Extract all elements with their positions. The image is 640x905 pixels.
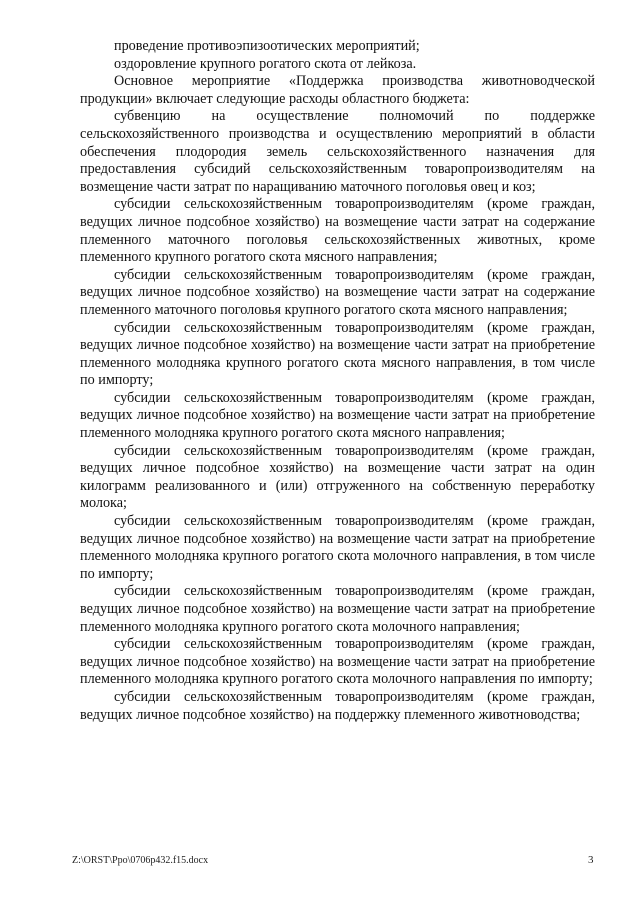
footer-file-path: Z:\ORST\Ppo\0706p432.f15.docx xyxy=(72,855,209,866)
paragraph: субсидии сельскохозяйственным товаропроизводителям (кроме граждан, ведущих личное подсобное хозяйство) на возмещение части затрат на содержание племенного маточного поголовья крупного рогатого скота мясного направления; xyxy=(80,266,595,318)
paragraph: субсидии сельскохозяйственным товаропроизводителям (кроме граждан, ведущих личное подсобное хозяйство) на возмещение части затрат на приобретение племенного молодняка крупного рогатого скота молочного направления; xyxy=(80,583,595,635)
paragraph: оздоровление крупного рогатого скота от лейкоза. xyxy=(114,55,417,72)
paragraph: субсидии сельскохозяйственным товаропроизводителям (кроме граждан, ведущих личное подсобное хозяйство) на возмещение части затрат на приобретение племенного молодняка крупного рогатого скота молочного направления, в том числе по импорту; xyxy=(80,513,595,582)
paragraph: субсидии сельскохозяйственным товаропроизводителям (кроме граждан, ведущих личное подсобное хозяйство) на возмещение части затрат на содержание племенного маточного поголовья сельскохозяйственных животных, кроме племенного крупного рогатого скота мясного направления; xyxy=(80,196,595,266)
document-body xyxy=(80,38,595,724)
paragraph: проведение противоэпизоотических мероприятий; xyxy=(114,38,420,54)
paragraph: субсидии сельскохозяйственным товаропроизводителям (кроме граждан, ведущих личное подсобное хозяйство) на поддержку племенного животноводства; xyxy=(80,688,595,723)
page-number: 3 xyxy=(588,854,594,866)
paragraph: субсидии сельскохозяйственным товаропроизводителям (кроме граждан, ведущих личное подсобное хозяйство) на возмещение части затрат на приобретение племенного молодняка крупного рогатого скота мясного направления, в том числе по импорту; xyxy=(80,319,595,389)
paragraph: субсидии сельскохозяйственным товаропроизводителям (кроме граждан, ведущих личное подсобное хозяйство) на возмещение части затрат на приобретение племенного молодняка крупного рогатого скота молочного направления по импорту; xyxy=(80,636,595,688)
paragraph: Основное мероприятие «Поддержка производства животноводческой продукции» включает следующие расходы областного бюджета: xyxy=(80,73,595,107)
paragraph: субвенцию на осуществление полномочий по поддержке сельскохозяйственного производства и осуществлению мероприятий в области обеспечения плодородия земель сельскохозяйственного назначения для предоставления субсидий сельскохозяйственным товаропроизводителям на возмещение части затрат по наращиванию маточного поголовья овец и коз; xyxy=(80,108,595,195)
paragraph: субсидии сельскохозяйственным товаропроизводителям (кроме граждан, ведущих личное подсобное хозяйство) на возмещение части затрат на один килограмм реализованного и (или) отгруженного на собственную переработку молока; xyxy=(80,442,595,512)
paragraph: субсидии сельскохозяйственным товаропроизводителям (кроме граждан, ведущих личное подсобное хозяйство) на возмещение части затрат на приобретение племенного молодняка крупного рогатого скота мясного направления; xyxy=(80,389,595,442)
